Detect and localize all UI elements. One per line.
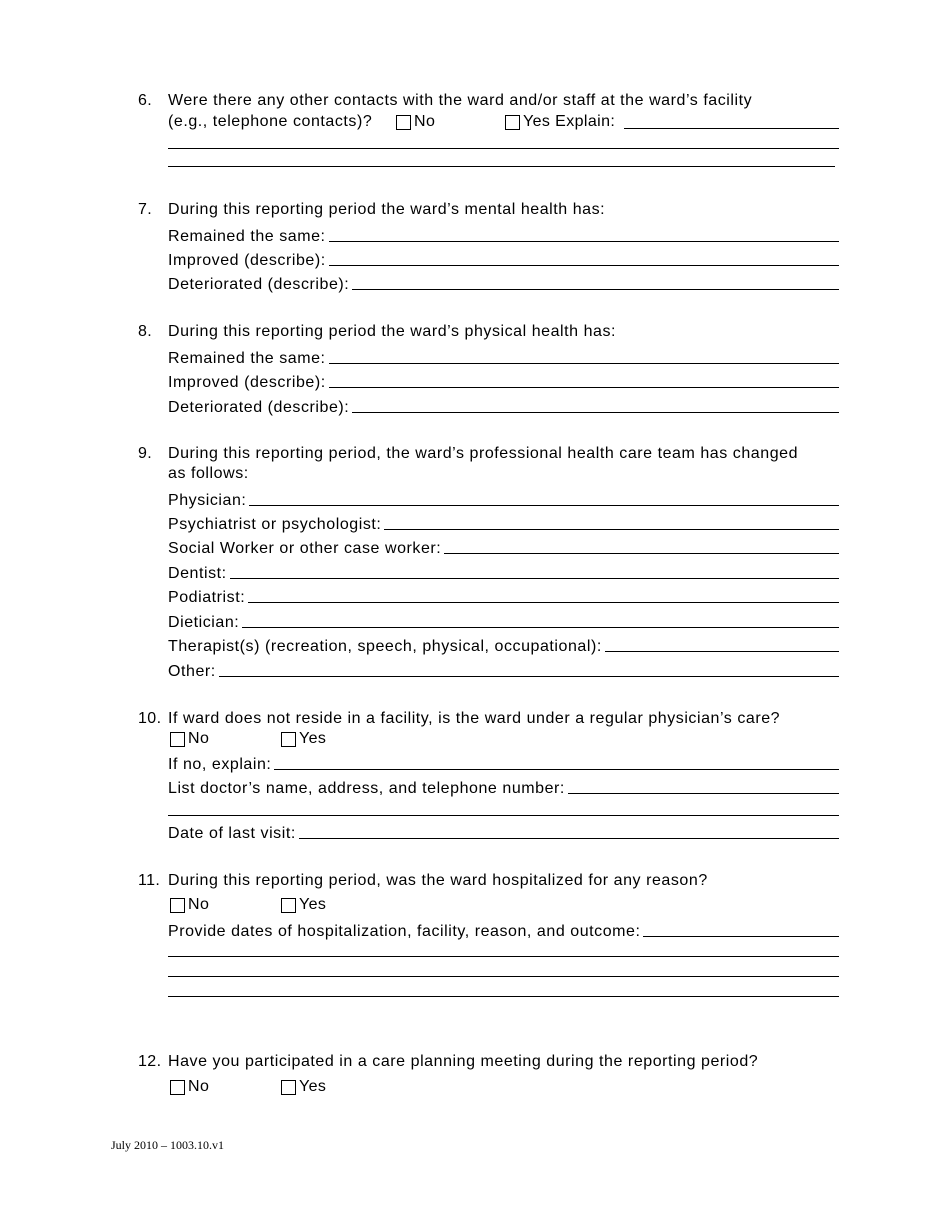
- dentist-field[interactable]: [230, 578, 839, 579]
- mental-improved-field[interactable]: [329, 265, 839, 266]
- podiatrist-field[interactable]: [248, 602, 839, 603]
- hospitalization-line-2[interactable]: [168, 956, 839, 957]
- mental-remained-row: [168, 224, 839, 246]
- checkbox-yes[interactable]: [281, 898, 296, 913]
- therapist-row: [168, 634, 839, 656]
- checkbox-yes[interactable]: [281, 1080, 296, 1095]
- physician-row: [168, 488, 839, 510]
- field-label: Provide dates of hospitalization, facility, reason, and outcome:: [168, 923, 641, 940]
- field-label: Psychiatrist or psychologist:: [168, 516, 382, 533]
- mental-deteriorated-field[interactable]: [352, 289, 839, 290]
- doctor-info-row: [168, 776, 839, 798]
- checkbox-no[interactable]: [170, 732, 185, 747]
- field-label: Social Worker or other case worker:: [168, 540, 442, 557]
- hospitalization-line-4[interactable]: [168, 996, 839, 997]
- option-no[interactable]: [170, 896, 209, 914]
- question-text: During this reporting period, the ward’s professional health care team has changed: [168, 445, 799, 462]
- option-yes-label: Yes: [299, 896, 327, 913]
- question-number: 10.: [138, 710, 162, 727]
- if-no-explain-row: [168, 752, 839, 774]
- field-label: Podiatrist:: [168, 589, 246, 606]
- question-number: 12.: [138, 1053, 162, 1070]
- question-text: During this reporting period the ward’s physical health has:: [168, 323, 617, 340]
- option-yes[interactable]: [281, 730, 326, 748]
- field-label: Remained the same:: [168, 350, 326, 367]
- field-label: Deteriorated (describe):: [168, 399, 350, 416]
- field-label: Improved (describe):: [168, 252, 326, 269]
- mental-improved-row: [168, 248, 839, 270]
- option-yes-label: Yes Explain:: [523, 113, 616, 130]
- question-text: Have you participated in a care planning meeting during the reporting period?: [168, 1053, 759, 1070]
- checkbox-no[interactable]: [170, 898, 185, 913]
- physical-deteriorated-row: [168, 395, 839, 417]
- physical-remained-row: [168, 346, 839, 368]
- doctor-info-line-2[interactable]: [168, 815, 839, 816]
- question-text: During this reporting period, was the ward hospitalized for any reason?: [168, 872, 708, 889]
- question-text-cont: (e.g., telephone contacts)?: [168, 113, 373, 130]
- field-label: Dietician:: [168, 614, 240, 631]
- dietician-field[interactable]: [242, 627, 839, 628]
- question-number: 7.: [138, 201, 153, 218]
- checkbox-yes[interactable]: [281, 732, 296, 747]
- hospitalization-field[interactable]: [643, 936, 839, 937]
- field-label: If no, explain:: [168, 756, 272, 773]
- option-yes[interactable]: [505, 113, 615, 131]
- explain-line-3[interactable]: [168, 166, 835, 167]
- dietician-row: [168, 610, 839, 632]
- field-label: Other:: [168, 663, 216, 680]
- option-no-label: No: [414, 113, 436, 130]
- explain-line-2[interactable]: [168, 148, 839, 149]
- checkbox-no[interactable]: [396, 115, 411, 130]
- question-number: 8.: [138, 323, 153, 340]
- option-no[interactable]: [396, 113, 435, 131]
- field-label: List doctor’s name, address, and telephone number:: [168, 780, 565, 797]
- physical-improved-field[interactable]: [329, 387, 839, 388]
- social-worker-row: [168, 536, 839, 558]
- mental-remained-field[interactable]: [329, 241, 839, 242]
- hospitalization-row: [168, 919, 839, 941]
- checkbox-yes[interactable]: [505, 115, 520, 130]
- psychiatrist-field[interactable]: [384, 529, 839, 530]
- option-yes-label: Yes: [299, 730, 327, 747]
- question-number: 9.: [138, 445, 153, 462]
- field-label: Date of last visit:: [168, 825, 296, 842]
- physician-field[interactable]: [249, 505, 839, 506]
- social-worker-field[interactable]: [444, 553, 839, 554]
- physical-improved-row: [168, 370, 839, 392]
- therapist-field[interactable]: [605, 651, 839, 652]
- field-label: Physician:: [168, 492, 247, 509]
- option-no-label: No: [188, 730, 210, 747]
- question-text-cont: as follows:: [168, 465, 249, 482]
- other-field[interactable]: [219, 676, 839, 677]
- option-no-label: No: [188, 896, 210, 913]
- if-no-explain-field[interactable]: [274, 769, 839, 770]
- physical-remained-field[interactable]: [329, 363, 839, 364]
- podiatrist-row: [168, 585, 839, 607]
- question-text: If ward does not reside in a facility, is the ward under a regular physician’s care?: [168, 710, 781, 727]
- mental-deteriorated-row: [168, 272, 839, 294]
- last-visit-row: [168, 821, 839, 843]
- dentist-row: [168, 561, 839, 583]
- question-number: 11.: [138, 872, 161, 889]
- checkbox-no[interactable]: [170, 1080, 185, 1095]
- question-text: During this reporting period the ward’s mental health has:: [168, 201, 606, 218]
- option-yes-label: Yes: [299, 1078, 327, 1095]
- doctor-info-field[interactable]: [568, 793, 839, 794]
- field-label: Deteriorated (describe):: [168, 276, 350, 293]
- option-no-label: No: [188, 1078, 210, 1095]
- explain-field[interactable]: [624, 128, 839, 129]
- option-no[interactable]: [170, 1078, 209, 1096]
- option-yes[interactable]: [281, 1078, 326, 1096]
- footer-version: July 2010 – 1003.10.v1: [111, 1138, 225, 1152]
- option-yes[interactable]: [281, 896, 326, 914]
- question-text: Were there any other contacts with the ward and/or staff at the ward’s facility: [168, 92, 753, 109]
- field-label: Improved (describe):: [168, 374, 326, 391]
- last-visit-field[interactable]: [299, 838, 839, 839]
- field-label: Remained the same:: [168, 228, 326, 245]
- field-label: Dentist:: [168, 565, 227, 582]
- question-number: 6.: [138, 92, 153, 109]
- hospitalization-line-3[interactable]: [168, 976, 839, 977]
- other-row: [168, 659, 839, 681]
- field-label: Therapist(s) (recreation, speech, physical, occupational):: [168, 638, 602, 655]
- option-no[interactable]: [170, 730, 209, 748]
- psychiatrist-row: [168, 512, 839, 534]
- physical-deteriorated-field[interactable]: [352, 412, 839, 413]
